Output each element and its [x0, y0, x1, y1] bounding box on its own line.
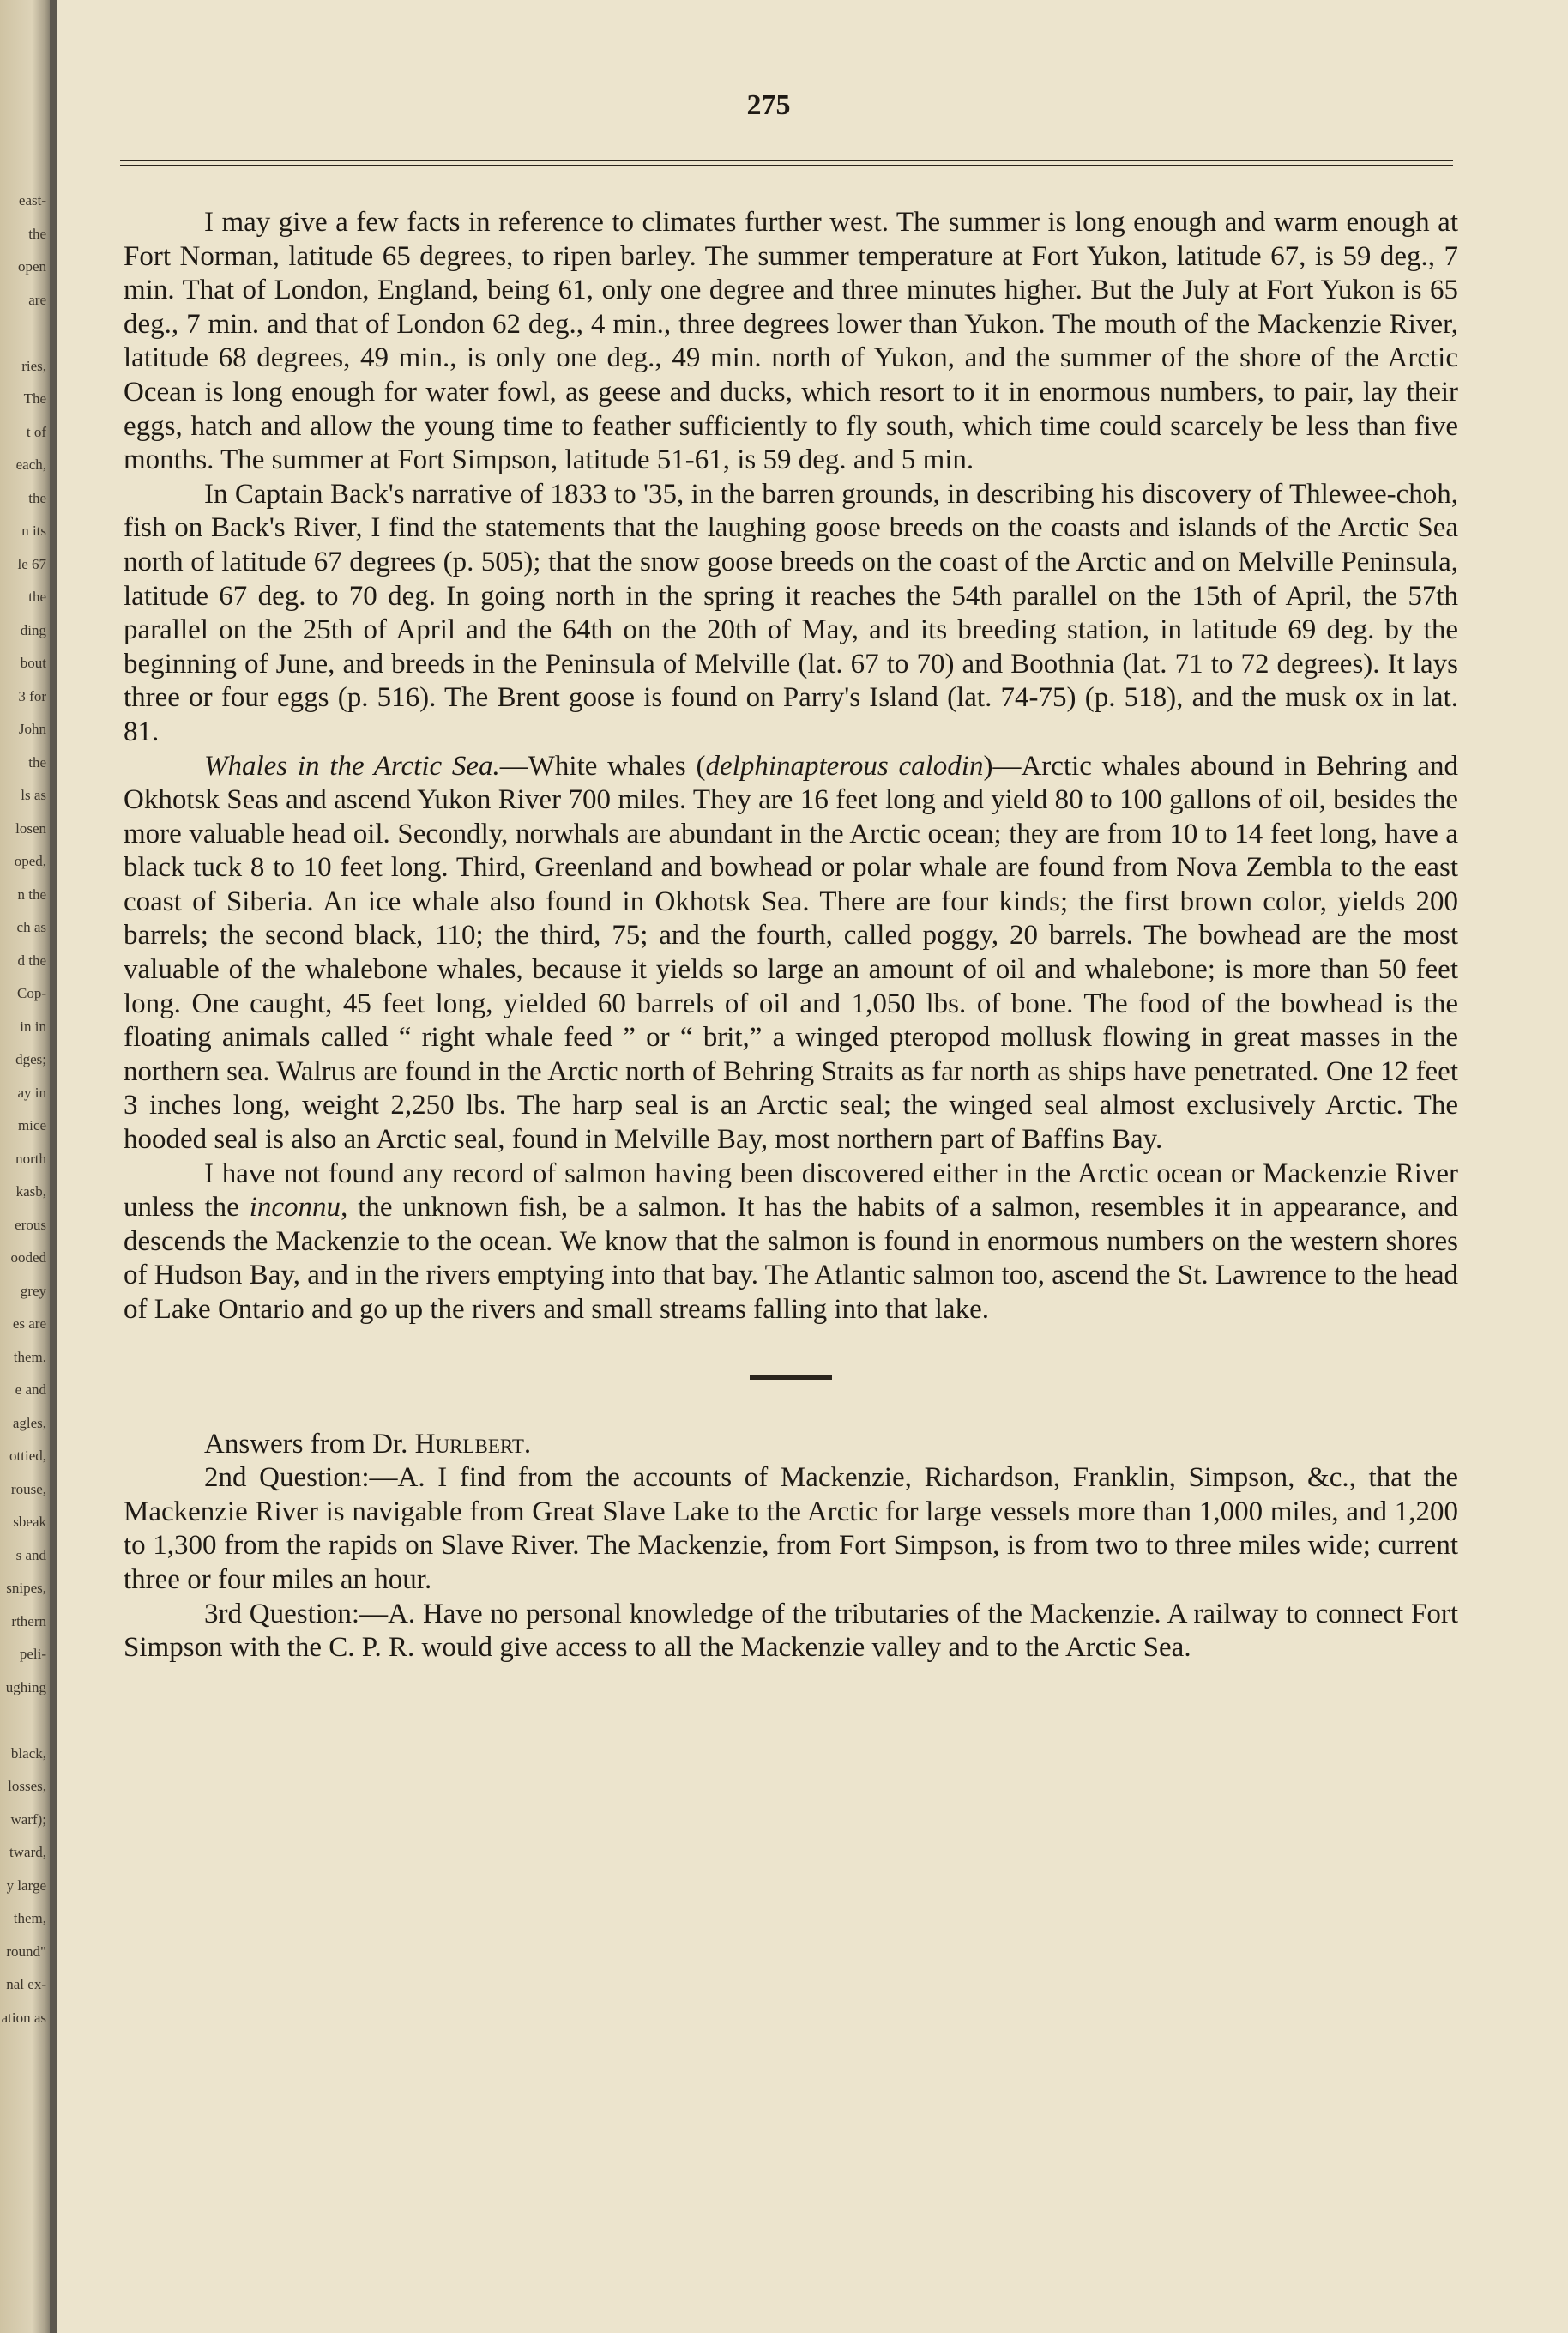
margin-fragment: n its [21, 523, 46, 539]
paragraph-back-narrative: In Captain Back's narrative of 1833 to '35, in the barren grounds, in describing his discovery of Thlewee-choh, fish on Back's River, I find the statements that the laughing goose breeds on the coasts and islands of the Arctic Sea north of latitude 67 degrees (p. 505); that the snow goose breeds on the coast of the Arctic and on Melville Peninsula, latitude 67 deg. to 70 deg. In going north in the spring it reaches the 54th parallel on the 15th of April, the 57th parallel on the 25th of April and the 64th on the 20th of May, and its breeding station, in latitude 69 deg. by the beginning of June, and breeds in the Peninsula of Melville (lat. 67 to 70) and Boothnia (lat. 71 to 72 degrees). It lays three or four eggs (p. 516). The Brent goose is found on Parry's Island (lat. 74-75) (p. 518), and the musk ox in lat. 81. [124, 478, 1458, 747]
margin-fragment: Cop- [17, 985, 46, 1001]
margin-fragment: ation as [1, 2009, 46, 2026]
margin-fragment: them. [13, 1348, 46, 1365]
margin-fragment: The [23, 390, 46, 407]
margin-fragment: mice [17, 1117, 46, 1133]
paragraph-whales [124, 750, 1458, 1157]
margin-fragment: y large [6, 1877, 46, 1894]
section-separator [750, 1375, 832, 1380]
whales-species: delphinapterous calodin [705, 750, 984, 782]
salmon-before: I have not found any record of salmon having been discovered either in the Arctic ocean or Mackenzie River unless the [124, 1157, 1458, 1224]
salmon-after: , the unknown fish, be a salmon. It has the habits of a salmon, resembles it in appearance, and descends the Mackenzie to the ocean. We know that the salmon is found in enormous numbers on the western shores of Hudson Bay, and in the rivers emptying into that bay. The Atlantic salmon too, ascend the St. Lawrence to the head of Lake Ontario and go up the rivers and small streams falling into that lake. [124, 1192, 1458, 1325]
margin-fragment: e and [15, 1381, 46, 1398]
margin-fragment: round" [6, 1943, 46, 1960]
margin-fragment: are [28, 291, 46, 308]
answers-heading-name: Hurlbert. [414, 1428, 532, 1460]
margin-fragment: ay in [17, 1084, 46, 1101]
margin-fragment: tward, [9, 1844, 46, 1860]
salmon-term: inconnu [249, 1192, 341, 1224]
margin-fragment: oped, [14, 853, 46, 869]
margin-fragment: snipes, [6, 1580, 46, 1596]
margin-fragment: erous [15, 1216, 46, 1233]
margin-fragment: le 67 [17, 555, 46, 572]
margin-fragment: sbeak [13, 1514, 46, 1530]
answers-heading [124, 1428, 1458, 1462]
facing-page-bleed [0, 184, 50, 2158]
margin-fragment: the [28, 489, 46, 506]
margin-fragment: kasb, [15, 1183, 46, 1200]
margin-fragment: rthern [11, 1612, 46, 1629]
margin-fragment: the [28, 589, 46, 605]
margin-fragment: ch as [16, 919, 46, 935]
margin-fragment: rouse, [10, 1480, 46, 1497]
margin-fragment: agles, [12, 1414, 46, 1431]
margin-fragment: black, [10, 1744, 46, 1762]
margin-fragment: n the [17, 885, 46, 903]
margin-fragment: in in [20, 1018, 46, 1035]
margin-fragment: es are [12, 1315, 46, 1332]
margin-fragment: ls as [21, 787, 46, 803]
margin-fragment: the [28, 753, 46, 771]
margin-fragment: s and [15, 1546, 46, 1563]
binding-line [50, 0, 57, 2333]
page-number: 275 [746, 89, 791, 121]
margin-fragment: ding [20, 621, 46, 638]
page [57, 0, 1568, 2333]
margin-fragment: 3 for [18, 687, 46, 704]
paragraph-salmon [124, 1157, 1458, 1327]
margin-fragment: ottied, [9, 1448, 46, 1464]
answer-2nd-question: 2nd Question:—A. I find from the accounts of Mackenzie, Richardson, Franklin, Simpson, &c., that the Mackenzie River is navigable from Great Slave Lake to the Arctic for large vessels more than 1,000 miles, and 1,200 to 1,300 from the rapids on Slave River. The Mackenzie, from Fort Simpson, is from two to three miles wide; current three or four miles an hour. [124, 1462, 1458, 1595]
margin-fragment: t of [26, 423, 46, 440]
whales-heading: Whales in the Arctic Sea. [204, 750, 500, 782]
margin-fragment: nal ex- [6, 1976, 46, 1992]
margin-fragment: north [15, 1150, 46, 1167]
margin-fragment: ooded [10, 1249, 46, 1266]
margin-fragment: losen [15, 819, 46, 837]
margin-fragment: the [28, 225, 46, 242]
margin-fragment: open [17, 258, 46, 275]
margin-fragment: John [18, 721, 46, 737]
margin-fragment: ughing [5, 1678, 46, 1695]
margin-fragment: ries, [21, 357, 46, 374]
paragraph-climates: I may give a few facts in reference to climates further west. The summer is long enough and warm enough at Fort Norman, latitude 65 degrees, to ripen barley. The summer temperature at Fort Yukon, latitude 67, is 59 deg., 7 min. That of London, England, being 61, only one degree and three minutes higher. But the July at Fort Yukon is 65 deg., 7 min. and that of London 62 deg., 4 min., three degrees lower than Yukon. The mouth of the Mackenzie River, latitude 68 degrees, 49 min., is only one deg., 49 min. north of Yukon, and the summer of the shore of the Arctic Ocean is long enough for water fowl, as geese and ducks, which resort to it in enormous numbers, to pair, lay their eggs, hatch and allow the young time to feather sufficiently to fly south, which time could scarcely be less than five months. The summer at Fort Simpson, latitude 51-61, is 59 deg. and 5 min. [124, 207, 1458, 476]
margin-fragment [0, 1704, 50, 1738]
margin-fragment [0, 317, 50, 350]
margin-fragment: warf); [10, 1810, 46, 1828]
margin-fragment: dges; [15, 1051, 46, 1067]
margin-fragment: losses, [8, 1778, 46, 1794]
margin-fragment: grey [20, 1282, 46, 1299]
whales-body: )—Arctic whales abound in Behring and Okhotsk Seas and ascend Yukon River 700 miles. They are 16 feet long and yield 80 to 100 gallons of oil, besides the more valuable head oil. Secondly, norwhals are abundant in the Arctic ocean; they are from 10 to 14 feet long, have a black tuck 8 to 10 feet long. Third, Greenland and bowhead or polar whale are found from Nova Zembla to the east coast of Siberia. An ice whale also found in Okhotsk Sea. There are four kinds; the first brown color, yields 200 barrels; the second black, 110; the third, 75; and the fourth, called poggy, 20 barrels. The bowhead are the most valuable of the whalebone whales, because it yields so large an amount of oil and whalebone; is more than 50 feet long. One caught, 45 feet long, yielded 60 barrels of oil and 1,050 lbs. of bone. The food of the bowhead is the floating animals called “ right whale feed ” or “ brit,” a winged pteropod mollusk flowing in great masses in the northern sea. Walrus are found in the Arctic north of Behring Straits as far north as ships have penetrated. One 12 feet 3 inches long, weight 2,250 lbs. The harp seal is an Arctic seal; the winged seal almost exclusively Arctic. The hooded seal is also an Arctic seal, found in Melville Bay, most northern part of Baffins Bay. [124, 750, 1458, 1156]
body-text [124, 206, 1458, 1665]
margin-fragment: bout [20, 655, 46, 671]
answers-heading-prefix: Answers from Dr. [204, 1428, 415, 1460]
margin-fragment: d the [17, 952, 46, 969]
margin-fragment: peli- [19, 1646, 46, 1662]
margin-fragment: them, [13, 1910, 46, 1926]
answer-3rd-question: 3rd Question:—A. Have no personal knowledge of the tributaries of the Mackenzie. A railway to connect Fort Simpson with the C. P. R. would give access to all the Mackenzie valley and to the Arctic Sea. [124, 1598, 1458, 1664]
header-rule [120, 160, 1453, 166]
margin-fragment: each, [15, 456, 46, 473]
whales-intro: —White whales ( [499, 750, 706, 782]
margin-fragment: east- [18, 192, 46, 209]
